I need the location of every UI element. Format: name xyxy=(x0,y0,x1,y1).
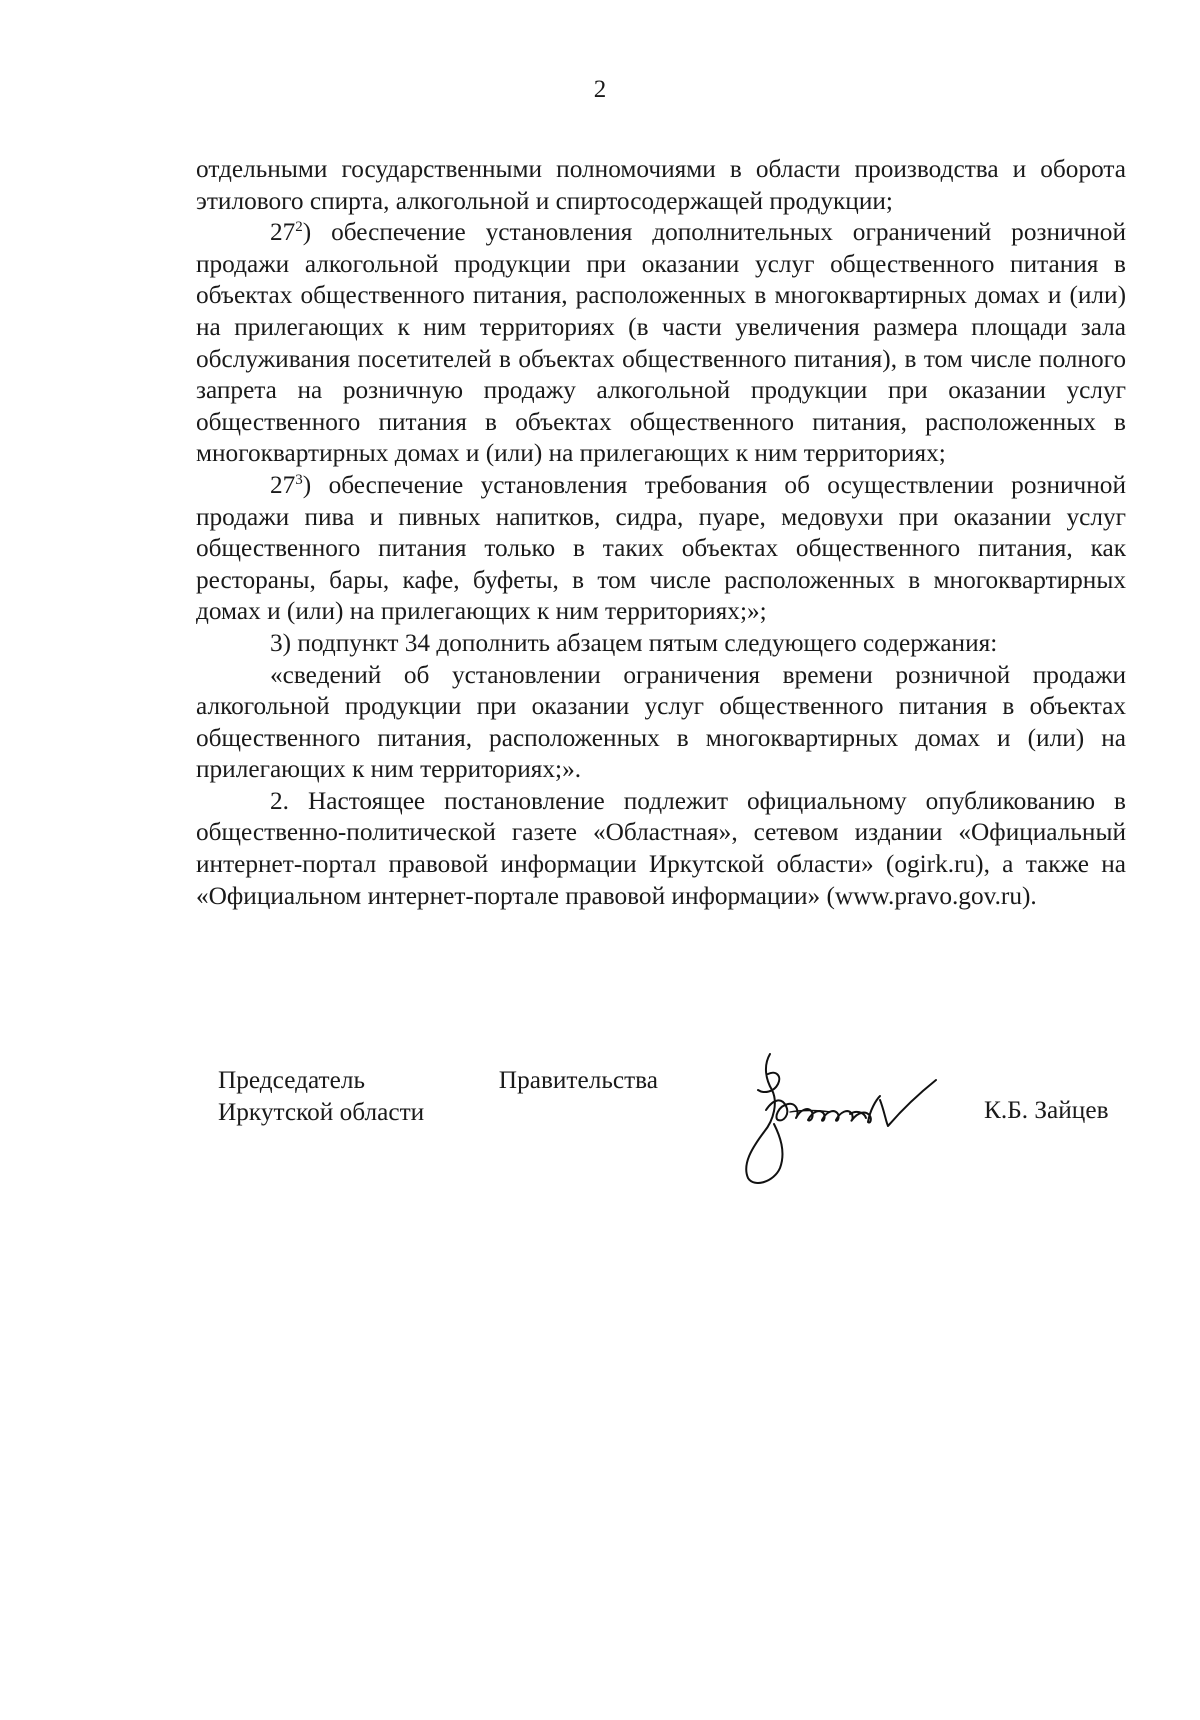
paragraph-subitem-3: 3) подпункт 34 дополнить абзацем пятым следующего содержания: xyxy=(270,628,998,657)
signatory-title xyxy=(218,1064,658,1128)
document-body xyxy=(196,154,1126,912)
item-text: ) обеспечение установления требования об осуществлении розничной продажи пива и пивных напитков, сидра, пуаре, медовухи при оказании услуг общественного питания только в таких объектах общественного питания, как рестораны, бары, кафе, буфеты, в том числе расположенных в многоквартирных домах и (или) на прилегающих к ним территориях;»; xyxy=(196,470,1126,626)
item-number: 27 xyxy=(270,218,296,247)
paragraph-continuation: отдельными государственными полномочиями в области производства и оборота этилового спирта, алкогольной и спиртосодержащей продукции; xyxy=(196,155,1126,215)
handwritten-signature xyxy=(730,1040,980,1190)
page-number: 2 xyxy=(593,76,607,103)
item-number: 27 xyxy=(270,470,296,499)
item-superscript: 3 xyxy=(295,471,303,488)
signatory-title-line1 xyxy=(218,1064,658,1096)
signatory-title-line2: Иркутской области xyxy=(218,1098,425,1126)
paragraph-item-27-2 xyxy=(196,217,1126,470)
paragraph-publication-clause: 2. Настоящее постановление подлежит официальному опубликованию в общественно-политической газете «Областная», сетевом издании «Официальный интернет-портал правовой информации Иркутской области» (ogirk.ru), а также на «Официальном интернет-портале правовой информации» (www.pravo.gov.ru). xyxy=(196,786,1126,910)
signatory-title-word2: Правительства xyxy=(498,1066,658,1094)
signatory-title-word1: Председатель xyxy=(218,1066,366,1094)
paragraph-quoted-addition: «сведений об установлении ограничения времени розничной продажи алкогольной продукции при оказании услуг общественного питания в объектах общественного питания, расположенных в многоквартирных домах и (или) на прилегающих к ним территориях;». xyxy=(196,660,1126,784)
signatory-name: К.Б. Зайцев xyxy=(984,1096,1109,1124)
item-superscript: 2 xyxy=(295,219,303,236)
paragraph-item-27-3 xyxy=(196,470,1126,628)
item-text: ) обеспечение установления дополнительных ограничений розничной продажи алкогольной продукции при оказании услуг общественного питания в объектах общественного питания, расположенных в многоквартирных домах и (или) на прилегающих к ним территориях (в части увеличения размера площади зала обслуживания посетителей в объектах общественного питания), в том числе полного запрета на розничную продажу алкогольной продукции при оказании услуг общественного питания в объектах общественного питания, расположенных в многоквартирных домах и (или) на прилегающих к ним территориях; xyxy=(196,218,1126,468)
